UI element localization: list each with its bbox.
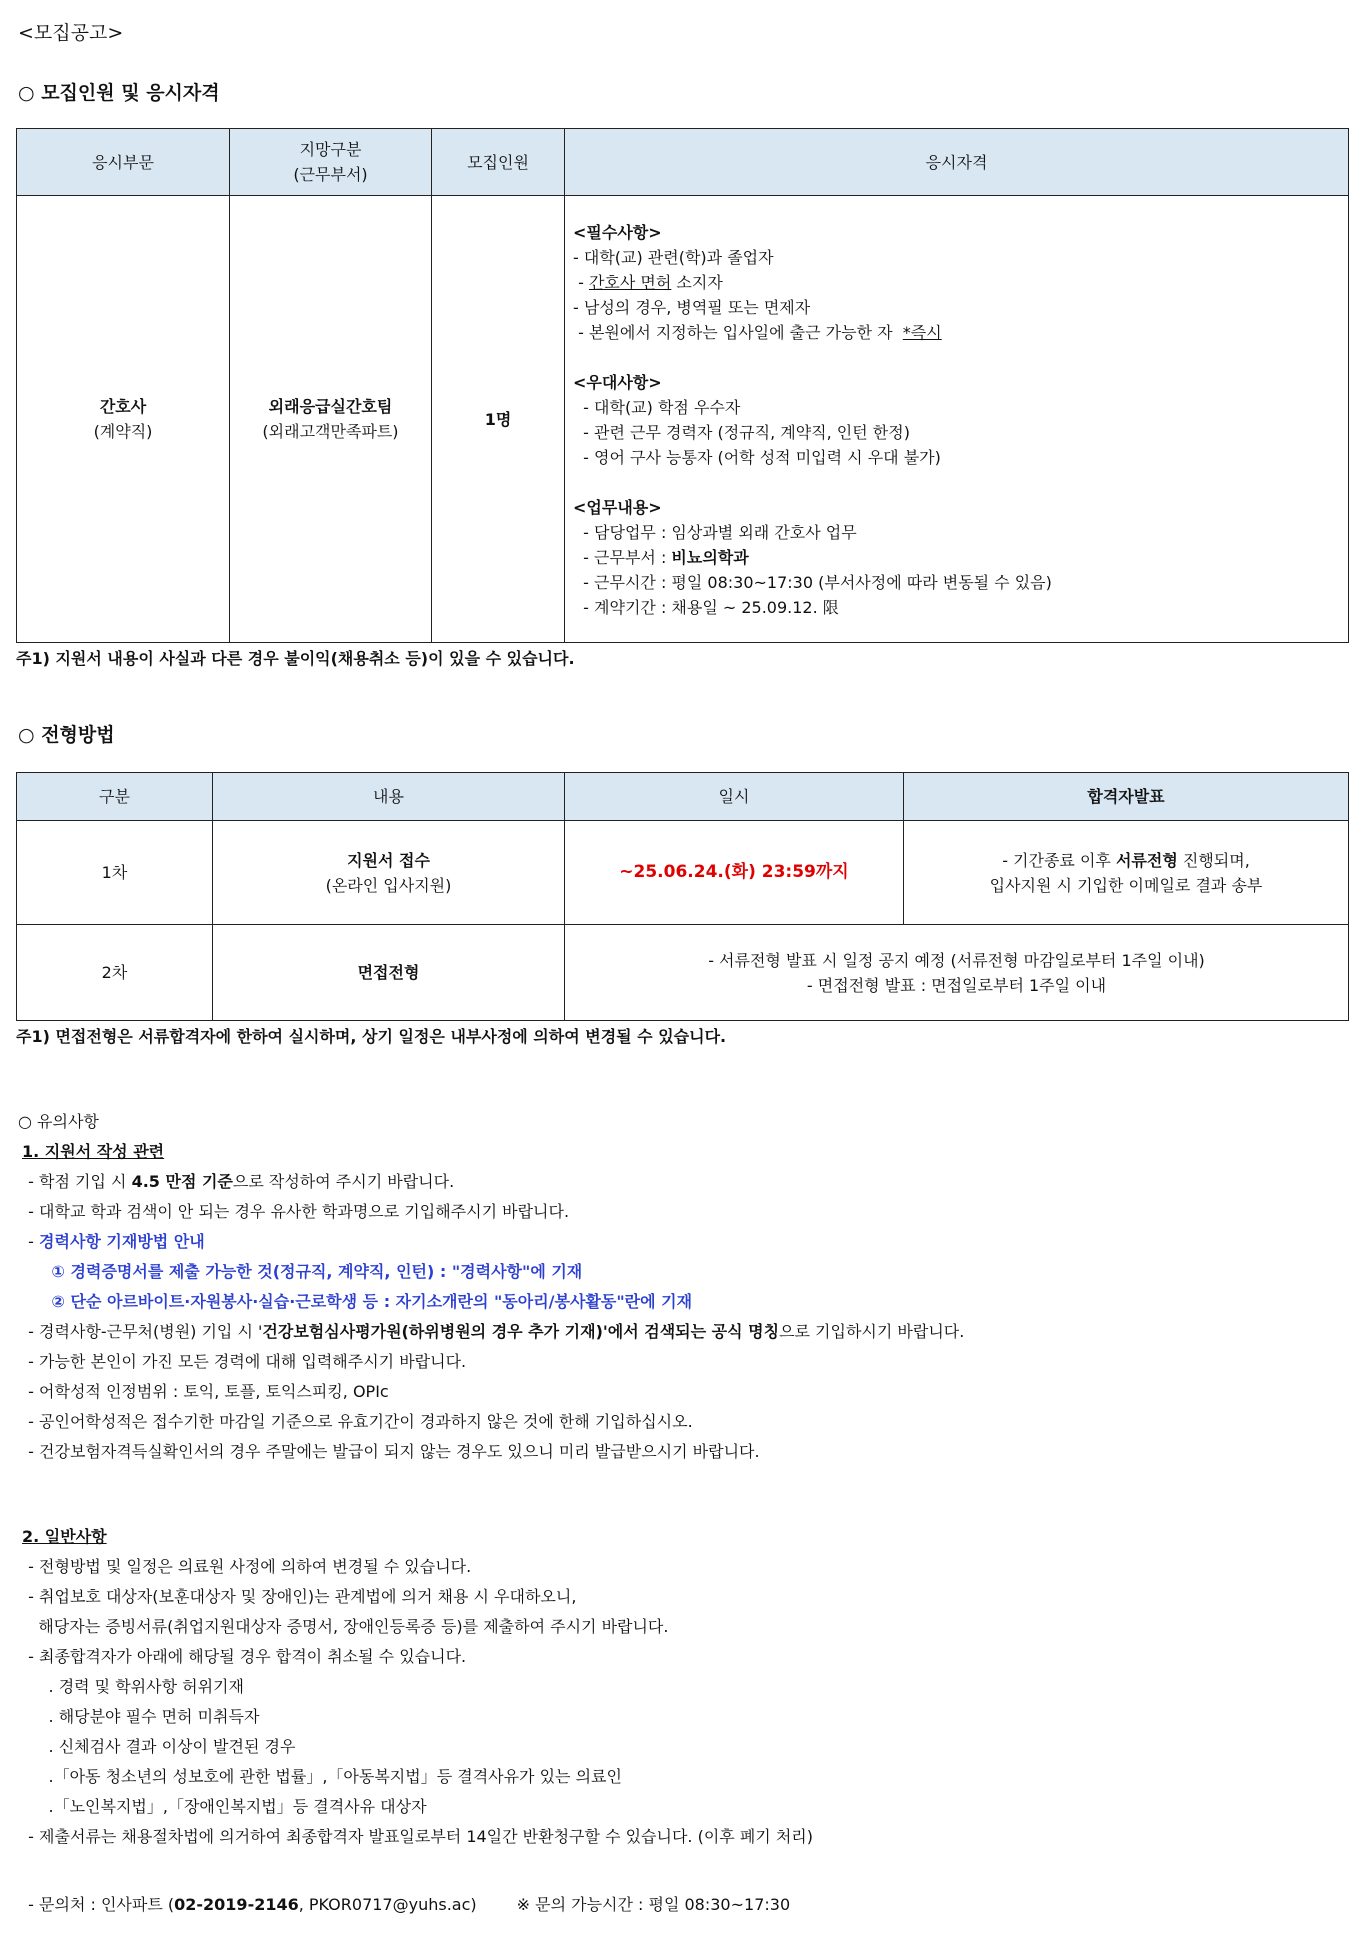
cell-qualification: <필수사항> - 대학(교) 관련(학)과 졸업자 - 간호사 면허 소지자 - 남성의 경우, 병역필 또는 면제자 - 본원에서 지정하는 입사일에 출근 가능한 자 *즉시 <우대사항> - 대학(교) 학점 우수자 - 관련 근무 경력자 (정규직, 계약직, 인턴 한정) - 영어 구사 능통자 (어학 성적 미입력 시 우대 불가) <업무내용> - 담당업무 : 임상과별 외래 간호사 업무 - 근무부서 : 비뇨의학과 - 근무시간 : 평일 08:30~17:30 (부서사정에 따라 변동될 수 있음) - 계약기간 : 채용일 ~ 25.09.12. 限 xyxy=(565,196,1349,643)
subheading-application: 1. 지원서 작성 관련 xyxy=(22,1142,165,1161)
general-line: - 제출서류는 채용절차법에 의거하여 최종합격자 발표일로부터 14일간 반환청구할 수 있습니다. (이후 폐기 처리) xyxy=(18,1827,813,1846)
general-line: . 해당분야 필수 면허 미취득자 xyxy=(18,1707,260,1726)
cell-stage-1: 1차 xyxy=(17,821,213,925)
notice-section xyxy=(18,1107,964,1467)
subheading-general: 2. 일반사항 xyxy=(22,1527,107,1546)
col-header-dept: 응시부문 xyxy=(17,129,230,196)
general-section xyxy=(18,1522,813,1852)
notice-line: - 경력사항 기재방법 안내 xyxy=(18,1232,205,1251)
general-line: .「노인복지법」,「장애인복지법」등 결격사유 대상자 xyxy=(18,1797,427,1816)
notice-line: - 가능한 본인이 가진 모든 경력에 대해 입력해주시기 바랍니다. xyxy=(18,1352,467,1371)
cell-count: 1명 xyxy=(432,196,565,643)
general-line: - 전형방법 및 일정은 의료원 사정에 의하여 변경될 수 있습니다. xyxy=(18,1557,472,1576)
notice-line: - 어학성적 인정범위 : 토익, 토플, 토익스피킹, OPIc xyxy=(18,1382,389,1401)
col-header-count: 모집인원 xyxy=(432,129,565,196)
page-title: <모집공고> xyxy=(18,22,124,44)
notice-line: - 대학교 학과 검색이 안 되는 경우 유사한 학과명으로 기입해주시기 바랍니다. xyxy=(18,1202,570,1221)
section-heading-recruitment: ○ 모집인원 및 응시자격 xyxy=(18,82,220,104)
notice-line: - 건강보험자격득실확인서의 경우 주말에는 발급이 되지 않는 경우도 있으니 미리 발급받으시기 바랍니다. xyxy=(18,1442,760,1461)
general-line: - 취업보호 대상자(보훈대상자 및 장애인)는 관계법에 의거 채용 시 우대하오니, xyxy=(18,1587,577,1606)
notice-line: - 학점 기입 시 4.5 만점 기준으로 작성하여 주시기 바랍니다. xyxy=(18,1172,455,1191)
general-line: . 경력 및 학위사항 허위기재 xyxy=(18,1677,244,1696)
general-line: 해당자는 증빙서류(취업지원대상자 증명서, 장애인등록증 등)를 제출하여 주시기 바랍니다. xyxy=(18,1617,669,1636)
general-line: .「아동 청소년의 성보호에 관한 법률」,「아동복지법」등 결격사유가 있는 의료인 xyxy=(18,1767,622,1786)
note-recruitment: 주1) 지원서 내용이 사실과 다른 경우 불이익(채용취소 등)이 있을 수 있습니다. xyxy=(16,649,575,668)
cell-stage-2: 2차 xyxy=(17,925,213,1021)
col-header-unit: 지망구분 (근무부서) xyxy=(230,129,432,196)
contact-line: - 문의처 : 인사파트 (02-2019-2146, PKOR0717@yuhs.ac) ※ 문의 가능시간 : 평일 08:30~17:30 xyxy=(18,1895,791,1914)
selection-table xyxy=(16,772,1349,1021)
notice-line: - 경력사항-근무처(병원) 기입 시 '건강보험심사평가원(하위병원의 경우 추가 기재)'에서 검색되는 공식 명칭으로 기입하시기 바랍니다. xyxy=(18,1322,965,1341)
section-heading-notice: ○ 유의사항 xyxy=(18,1112,99,1131)
cell-unit: 외래응급실간호팀 (외래고객만족파트) xyxy=(230,196,432,643)
general-line: . 신체검사 결과 이상이 발견된 경우 xyxy=(18,1737,296,1756)
cell-content-2: 면접전형 xyxy=(213,925,565,1021)
notice-line: ① 경력증명서를 제출 가능한 것(정규직, 계약직, 인턴) : "경력사항"에 기재 xyxy=(18,1262,583,1281)
cell-announce-1: - 기간종료 이후 서류전형 진행되며, 입사지원 시 기입한 이메일로 결과 송부 xyxy=(904,821,1349,925)
col-header-date: 일시 xyxy=(565,773,904,821)
col-header-announce: 합격자발표 xyxy=(904,773,1349,821)
cell-content-1: 지원서 접수 (온라인 입사지원) xyxy=(213,821,565,925)
cell-dept: 간호사 (계약직) xyxy=(17,196,230,643)
cell-date-1: ~25.06.24.(화) 23:59까지 xyxy=(565,821,904,925)
section-heading-selection: ○ 전형방법 xyxy=(18,724,115,746)
general-line: - 최종합격자가 아래에 해당될 경우 합격이 취소될 수 있습니다. xyxy=(18,1647,467,1666)
notice-line: - 공인어학성적은 접수기한 마감일 기준으로 유효기간이 경과하지 않은 것에 한해 기입하십시오. xyxy=(18,1412,693,1431)
col-header-qualification: 응시자격 xyxy=(565,129,1349,196)
notice-line: ② 단순 아르바이트·자원봉사·실습·근로학생 등 : 자기소개란의 "동아리/봉사활동"란에 기재 xyxy=(18,1292,693,1311)
note-selection: 주1) 면접전형은 서류합격자에 한하여 실시하며, 상기 일정은 내부사정에 의하여 변경될 수 있습니다. xyxy=(16,1027,727,1046)
col-header-stage: 구분 xyxy=(17,773,213,821)
cell-info-2: - 서류전형 발표 시 일정 공지 예정 (서류전형 마감일로부터 1주일 이내) - 면접전형 발표 : 면접일로부터 1주일 이내 xyxy=(565,925,1349,1021)
contact-hours: ※ 문의 가능시간 : 평일 08:30~17:30 xyxy=(516,1895,791,1914)
col-header-content: 내용 xyxy=(213,773,565,821)
recruitment-table xyxy=(16,128,1349,643)
